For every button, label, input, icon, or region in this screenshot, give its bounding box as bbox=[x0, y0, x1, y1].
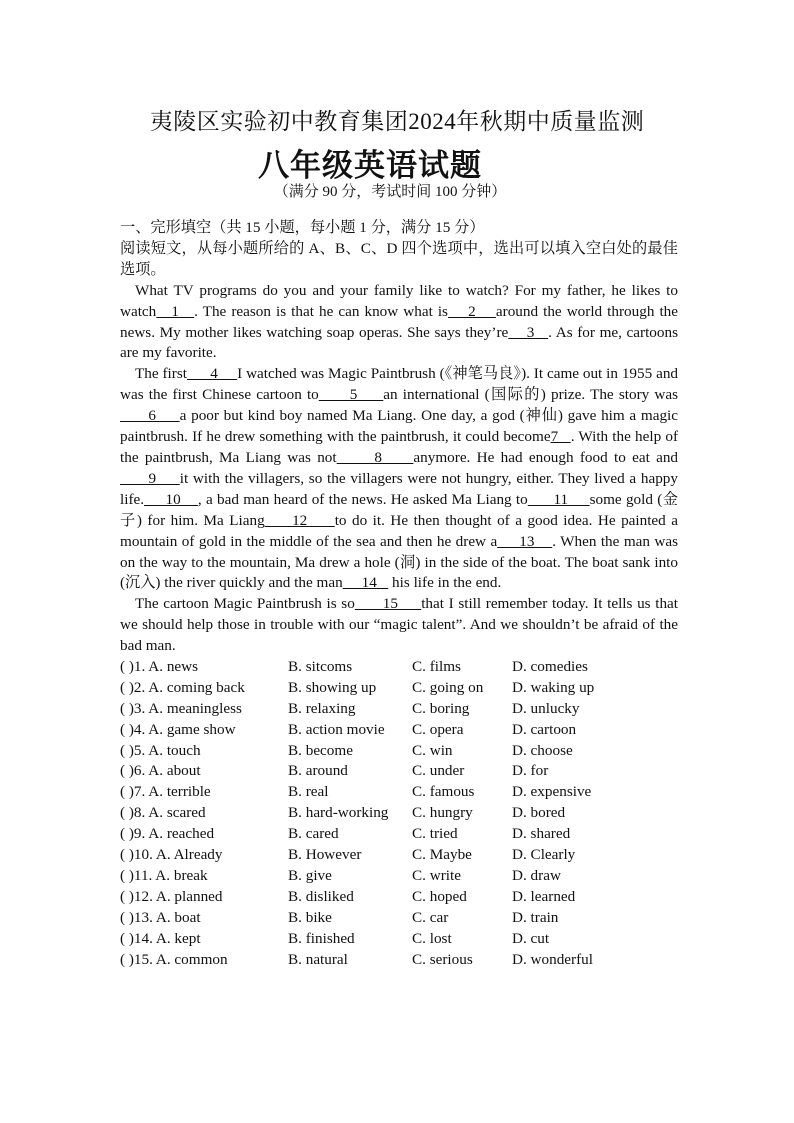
option-b: B. action movie bbox=[288, 720, 385, 738]
option-b: B. sitcoms bbox=[288, 658, 353, 676]
option-b: B. showing up bbox=[288, 678, 377, 696]
question-stem: ( )3. A. meaningless bbox=[120, 699, 242, 717]
option-c: C. films bbox=[412, 658, 461, 676]
option-b: B. However bbox=[288, 846, 362, 864]
question-stem: ( )6. A. about bbox=[120, 762, 201, 780]
option-d: D. choose bbox=[512, 741, 573, 759]
option-row bbox=[120, 678, 678, 699]
option-b: B. hard-working bbox=[288, 804, 389, 822]
exam-subtitle: （满分 90 分，考试时间 100 分钟） bbox=[273, 184, 507, 200]
option-c: C. boring bbox=[412, 699, 470, 717]
option-b: B. around bbox=[288, 762, 348, 780]
blank-13: 13 bbox=[497, 532, 553, 550]
option-c: C. famous bbox=[412, 783, 475, 801]
option-c: C. opera bbox=[412, 720, 464, 738]
option-c: C. under bbox=[412, 762, 465, 780]
option-c: C. Maybe bbox=[412, 846, 472, 864]
option-d: D. Clearly bbox=[512, 846, 576, 864]
option-b: B. become bbox=[288, 741, 353, 759]
option-row bbox=[120, 866, 678, 887]
option-b: B. cared bbox=[288, 825, 339, 843]
blank-14: 14 bbox=[342, 574, 389, 592]
option-d: D. waking up bbox=[512, 678, 595, 696]
option-row bbox=[120, 929, 678, 950]
option-b: B. finished bbox=[288, 929, 355, 947]
passage-paragraph-2: The first 4 I watched was Magic Paintbrush (《神笔马良》). It came out in 1955 and was the first Chinese cartoon to 5 an international (国际的) prize. The story was 6 a poor but kind boy named Ma Liang. One day, a god (神仙) gave him a magic paintbrush. If he drew something with the paintbrush, it could become7 . With the help of the paintbrush, Ma Liang was not 8 anymore. He had enough food to eat and 9 it with the villagers, so the villagers were not hungry, either. They lived a happy life. 10 , a bad man heard of the news. He asked Ma Liang to 11 some gold (金子) for him. Ma Liang 12 to do it. He then thought of a good idea. He painted a mountain of gold in the middle of the sea and then he drew a 13 . When the man was on the way to the mountain, Ma drew a hole (洞) in the side of the boat. The boat sank into (沉入) the river quickly and the man 14 his life in the end. bbox=[120, 365, 679, 592]
blank-9: 9 bbox=[120, 469, 180, 487]
option-d: D. unlucky bbox=[512, 699, 580, 717]
question-stem: ( )13. A. boat bbox=[120, 908, 201, 926]
question-stem: ( )14. A. kept bbox=[120, 929, 201, 947]
option-c: C. win bbox=[412, 741, 453, 759]
blank-12: 12 bbox=[264, 511, 335, 529]
option-d: D. comedies bbox=[512, 658, 588, 676]
option-b: B. natural bbox=[288, 950, 348, 968]
blank-4: 4 bbox=[186, 365, 238, 383]
question-stem: ( )11. A. break bbox=[120, 866, 208, 884]
option-b: B. disliked bbox=[288, 887, 354, 905]
blank-10: 10 bbox=[144, 490, 198, 508]
question-stem: ( )2. A. coming back bbox=[120, 678, 245, 696]
question-stem: ( )1. A. news bbox=[120, 658, 199, 676]
option-d: D. learned bbox=[512, 887, 576, 905]
option-row bbox=[120, 887, 678, 908]
option-c: C. lost bbox=[412, 929, 452, 947]
option-d: D. cut bbox=[512, 929, 550, 947]
option-b: B. relaxing bbox=[288, 699, 356, 717]
option-row bbox=[120, 950, 678, 971]
school-name: 夷陵区实验初中教育集团2024年秋期中质量监测 bbox=[149, 109, 645, 134]
option-c: C. hoped bbox=[412, 887, 467, 905]
blank-8: 8 bbox=[336, 448, 414, 466]
option-d: D. draw bbox=[512, 866, 561, 884]
question-stem: ( )4. A. game show bbox=[120, 720, 236, 738]
blank-3: 3 bbox=[508, 323, 549, 341]
section-instruction: 阅读短文，从每小题所给的 A、B、C、D 四个选项中，选出可以填入空白处的最佳选项。 bbox=[120, 239, 678, 278]
exam-body bbox=[120, 218, 678, 970]
option-row bbox=[120, 657, 678, 678]
question-stem: ( )9. A. reached bbox=[120, 825, 215, 843]
section-heading: 一、完形填空（共 15 小题，每小题 1 分，满分 15 分） bbox=[120, 219, 485, 236]
option-row bbox=[120, 803, 678, 824]
passage-paragraph-3: The cartoon Magic Paintbrush is so 15 that I still remember today. It tells us that we should help those in trouble with our “magic talent”. And we shouldn’t be afraid of the bad man. bbox=[120, 595, 678, 655]
option-d: D. shared bbox=[512, 825, 571, 843]
blank-2: 2 bbox=[447, 302, 496, 320]
option-d: D. bored bbox=[512, 804, 566, 822]
option-d: D. for bbox=[512, 762, 549, 780]
option-row bbox=[120, 824, 678, 845]
option-row bbox=[120, 908, 678, 929]
question-stem: ( )12. A. planned bbox=[120, 887, 223, 905]
option-b: B. real bbox=[288, 783, 329, 801]
option-row bbox=[120, 761, 678, 782]
option-d: D. cartoon bbox=[512, 720, 577, 738]
option-c: C. tried bbox=[412, 825, 458, 843]
question-stem: ( )8. A. scared bbox=[120, 804, 206, 822]
option-row bbox=[120, 845, 678, 866]
option-row bbox=[120, 741, 678, 762]
blank-6: 6 bbox=[120, 407, 180, 425]
blank-11: 11 bbox=[527, 490, 590, 508]
option-d: D. expensive bbox=[512, 783, 592, 801]
question-stem: ( )5. A. touch bbox=[120, 741, 201, 759]
exam-title: 八年级英语试题 bbox=[258, 148, 482, 183]
question-stem: ( )7. A. terrible bbox=[120, 783, 211, 801]
blank-15: 15 bbox=[354, 595, 422, 613]
option-c: C. serious bbox=[412, 950, 473, 968]
option-d: D. train bbox=[512, 908, 559, 926]
option-c: C. going on bbox=[412, 678, 484, 696]
option-d: D. wonderful bbox=[512, 950, 593, 968]
question-stem: ( )15. A. common bbox=[120, 950, 228, 968]
options-list bbox=[120, 657, 678, 970]
option-row bbox=[120, 720, 678, 741]
blank-5: 5 bbox=[318, 386, 384, 404]
option-c: C. hungry bbox=[412, 804, 473, 822]
option-c: C. car bbox=[412, 908, 449, 926]
option-b: B. give bbox=[288, 866, 332, 884]
option-row bbox=[120, 782, 678, 803]
blank-7: 7 bbox=[550, 428, 571, 446]
option-c: C. write bbox=[412, 866, 461, 884]
option-row bbox=[120, 699, 678, 720]
option-b: B. bike bbox=[288, 908, 332, 926]
blank-1: 1 bbox=[156, 302, 195, 320]
passage-paragraph-1: What TV programs do you and your family like to watch? For my father, he likes to watch 1 . The reason is that he can know what is 2 around the world through the news. My mother likes watching soap operas. She says they’re 3 . As for me, cartoons are my favorite. bbox=[120, 281, 679, 362]
question-stem: ( )10. A. Already bbox=[120, 846, 223, 864]
